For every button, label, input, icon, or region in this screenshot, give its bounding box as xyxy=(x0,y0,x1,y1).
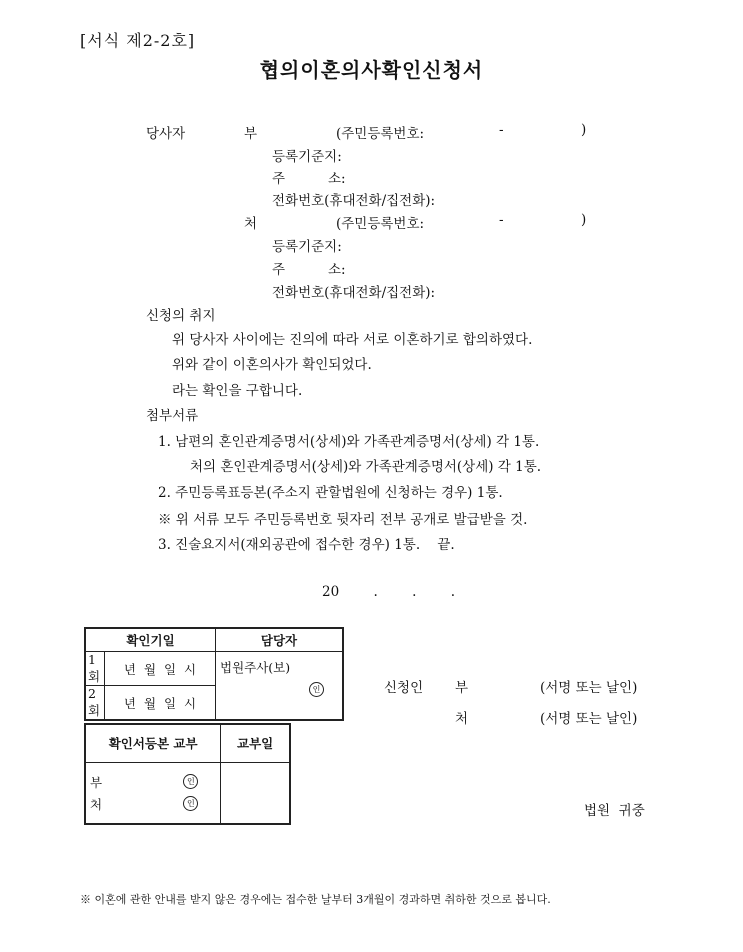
session-date: 년 월 일 시 xyxy=(105,686,216,721)
seal-icon: 인 xyxy=(309,682,324,697)
copy-recipients xyxy=(85,762,221,824)
applicant-husband: 부 xyxy=(455,680,469,696)
husband-address-label: 주 소: xyxy=(272,171,346,187)
attachments-heading: 첨부서류 xyxy=(146,408,199,424)
purpose-line: 라는 확인을 구합니다. xyxy=(172,383,303,399)
purpose-line: 위와 같이 이혼의사가 확인되었다. xyxy=(172,357,372,373)
document-title: 협의이혼의사확인신청서 xyxy=(259,58,484,82)
applicant-wife: 처 xyxy=(455,711,469,727)
officer-title: 법원주사(보) xyxy=(220,660,291,675)
delivery-date-cell xyxy=(221,762,290,824)
attachment-item: 1. 남편의 혼인관계증명서(상세)와 가족관계증명서(상세) 각 1통. xyxy=(158,434,540,450)
officer-header: 담당자 xyxy=(216,628,344,652)
form-number: [서식 제2-2호] xyxy=(80,31,196,50)
footer-note: ※ 이혼에 관한 안내를 받지 않은 경우에는 접수한 날부터 3개월이 경과하면 취하한 것으로 봅니다. xyxy=(80,893,551,906)
parties-label: 당사자 xyxy=(146,126,186,142)
copy-recipient-label: 처 xyxy=(90,796,103,812)
court-addressee: 법원 귀중 xyxy=(584,803,645,819)
husband-rrn-label: (주민등록번호: xyxy=(336,126,425,142)
delivery-date-header: 교부일 xyxy=(221,724,290,762)
attachment-item: 2. 주민등록표등본(주소지 관할법원에 신청하는 경우) 1통. xyxy=(158,485,503,501)
husband-phone-label: 전화번호(휴대전화/집전화): xyxy=(272,193,436,209)
husband-label: 부 xyxy=(244,126,258,142)
applicant-label: 신청인 xyxy=(384,680,424,696)
copy-delivery-header: 확인서등본 교부 xyxy=(85,724,221,762)
wife-rrn-close: ) xyxy=(581,212,587,228)
wife-address-label: 주 소: xyxy=(272,262,346,278)
wife-rrn-label: (주민등록번호: xyxy=(336,216,425,232)
wife-rrn-dash: - xyxy=(499,212,504,228)
husband-sign-field[interactable]: (서명 또는 날인) xyxy=(540,680,638,696)
purpose-line: 위 당사자 사이에는 진의에 따라 서로 이혼하기로 합의하였다. xyxy=(172,332,533,348)
attachment-item: 처의 혼인관계증명서(상세)와 가족관계증명서(상세) 각 1통. xyxy=(190,459,542,475)
session-no: 2회 xyxy=(85,686,105,721)
date-line: 20 . . . xyxy=(322,584,456,600)
attachment-item: 3. 진술요지서(재외공관에 접수한 경우) 1통. 끝. xyxy=(158,537,455,553)
attachment-note: ※ 위 서류 모두 주민등록번호 뒷자리 전부 공개로 발급받을 것. xyxy=(158,512,528,528)
wife-sign-field[interactable]: (서명 또는 날인) xyxy=(540,711,638,727)
husband-rrn-close: ) xyxy=(581,122,587,138)
session-no: 1회 xyxy=(85,652,105,686)
seal-icon: 인 xyxy=(183,774,198,789)
confirm-table xyxy=(84,627,344,721)
wife-phone-label: 전화번호(휴대전화/집전화): xyxy=(272,285,436,301)
husband-rrn-dash: - xyxy=(499,122,504,138)
copy-table xyxy=(84,723,291,825)
husband-registry-label: 등록기준지: xyxy=(272,149,342,165)
purpose-heading: 신청의 취지 xyxy=(146,308,216,324)
copy-recipient-label: 부 xyxy=(90,774,103,790)
seal-icon: 인 xyxy=(183,796,198,811)
wife-label: 처 xyxy=(244,216,258,232)
wife-registry-label: 등록기준지: xyxy=(272,239,342,255)
officer-cell xyxy=(216,652,344,721)
confirm-date-header: 확인기일 xyxy=(85,628,216,652)
session-date: 년 월 일 시 xyxy=(105,652,216,686)
